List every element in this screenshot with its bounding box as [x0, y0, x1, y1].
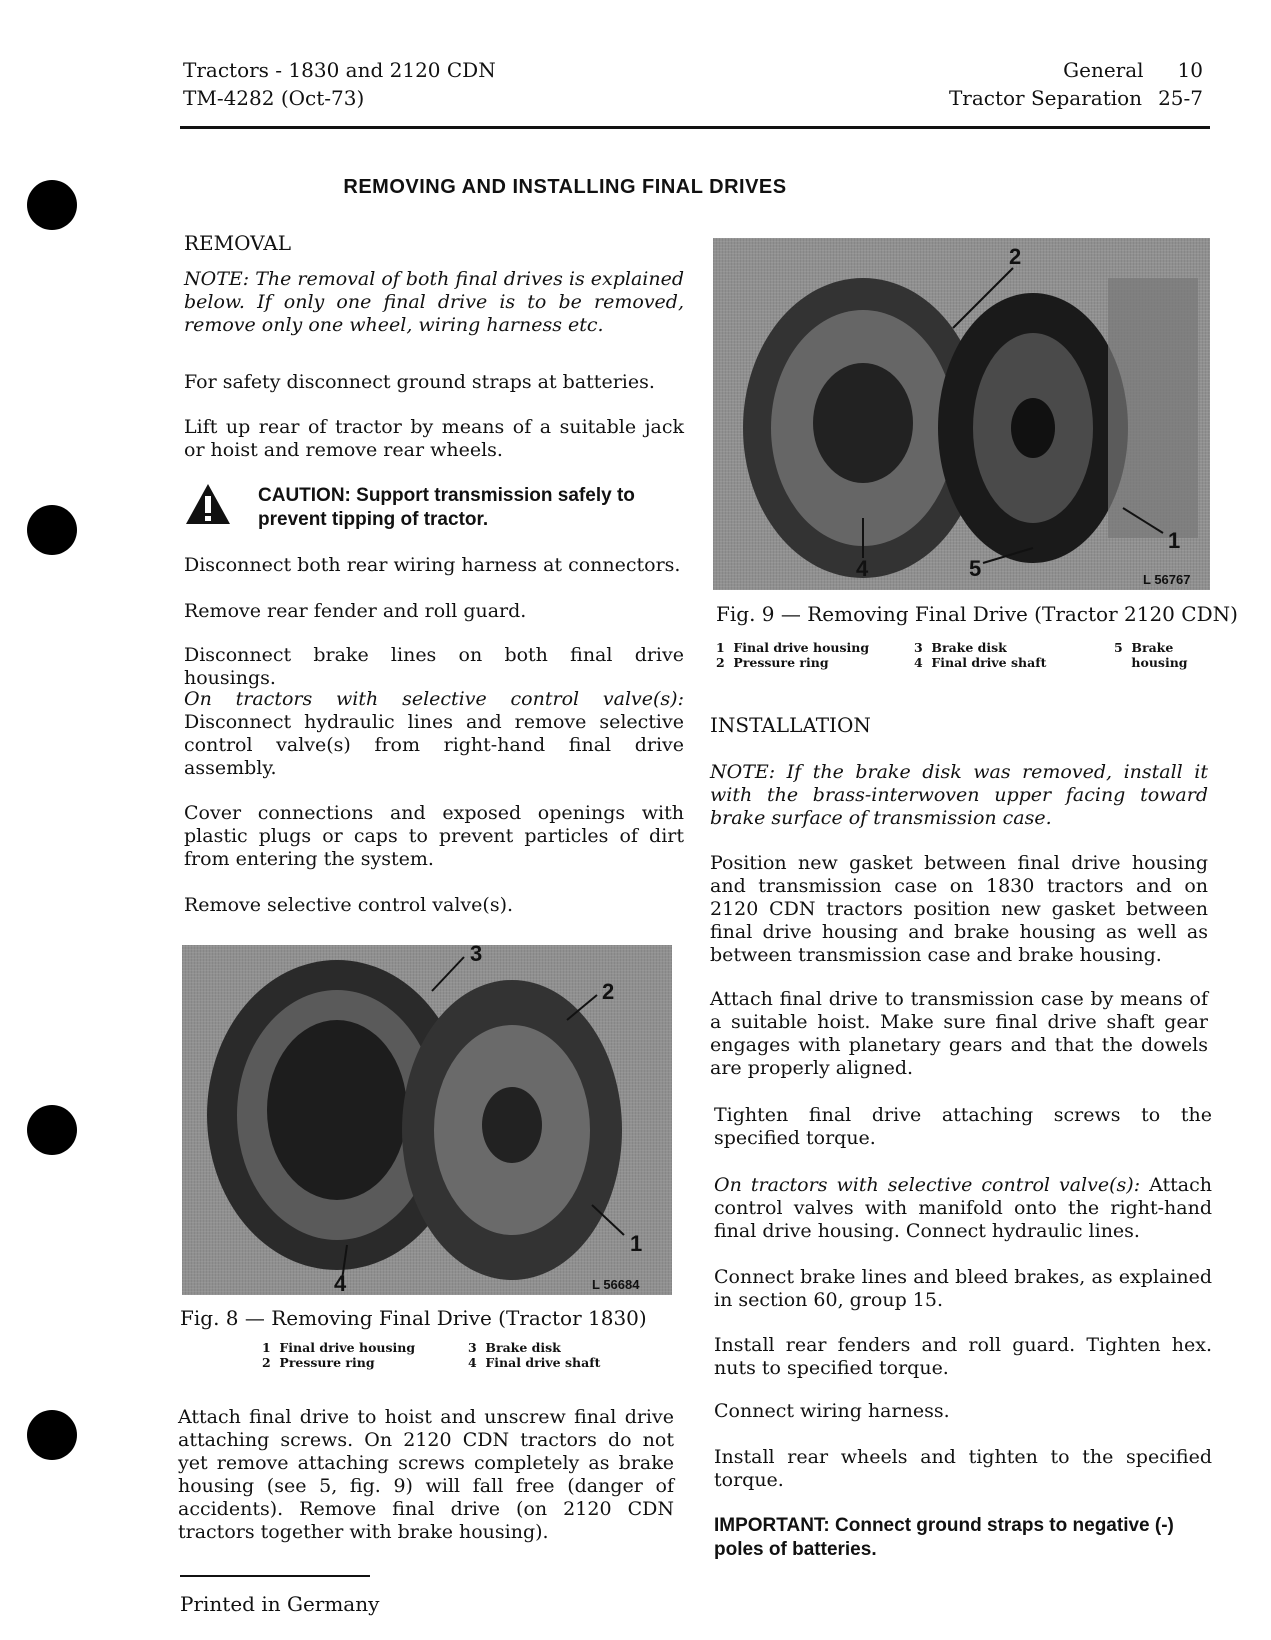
header-left	[183, 56, 496, 112]
installation-note: NOTE: If the brake disk was removed, install it with the brass-interwoven upper facing toward brake surface of transmission case.	[710, 761, 1208, 829]
fig9-legend-item: Brake disk	[931, 640, 1007, 655]
header-manual-number: TM-4282 (Oct-73)	[183, 86, 365, 110]
installation-step-control-valve-text: Attach control valves with manifold onto the right-hand final drive housing. Connect hydraulic lines.	[714, 1174, 1213, 1242]
installation-step-attach-drive: Attach final drive to transmission case by means of a suitable hoist. Make sure final drive shaft gear engages with planetary gears and that the dowels are properly aligned.	[710, 988, 1208, 1079]
removal-step-control-valve-text: Disconnect hydraulic lines and remove selective control valve(s) from right-hand final drive assembly.	[184, 711, 684, 779]
warning-triangle-icon	[184, 482, 232, 526]
fig9-photo	[713, 238, 1210, 590]
removal-step-fender: Remove rear fender and roll guard.	[184, 600, 527, 622]
fig9-callout: 4	[856, 556, 869, 581]
fig8-callout: 4	[334, 1271, 347, 1295]
removal-step-lift-tractor: Lift up rear of tractor by means of a suitable jack or hoist and remove rear wheels.	[184, 416, 684, 461]
installation-step-control-valve-lead: On tractors with selective control valve(s):	[714, 1174, 1141, 1196]
header-section: General	[1063, 58, 1144, 82]
removal-step-control-valve-lead: On tractors with selective control valve(s):	[184, 688, 684, 710]
fig8-callout: 3	[470, 945, 483, 966]
header-section-number: 10	[1177, 58, 1203, 82]
installation-step-tighten-screws: Tighten final drive attaching screws to the specified torque.	[714, 1104, 1212, 1149]
removal-step-cover-openings: Cover connections and exposed openings with plastic plugs or caps to prevent particles of dirt from entering the system.	[184, 802, 684, 870]
header-page-number: 25-7	[1158, 86, 1203, 110]
installation-step-rear-wheels: Install rear wheels and tighten to the specified torque.	[714, 1446, 1212, 1491]
footer-rule	[180, 1575, 370, 1577]
fig9-legend-col1: 1 Final drive housing 2 Pressure ring	[716, 640, 870, 670]
fig8-legend-item: Brake disk	[485, 1340, 561, 1355]
punch-hole	[27, 1105, 77, 1155]
fig8-legend-item: Final drive housing	[279, 1340, 416, 1355]
fig9-legend-col2: 3 Brake disk 4 Final drive shaft	[914, 640, 1047, 670]
fig8-callout: 1	[630, 1231, 643, 1256]
fig8-legend-item: Final drive shaft	[485, 1355, 601, 1370]
fig8-legend-col2: 3 Brake disk 4 Final drive shaft	[468, 1340, 601, 1370]
fig9-callout: 1	[1168, 528, 1181, 553]
removal-note: NOTE: The removal of both final drives is explained below. If only one final drive is to be removed, remove only one wheel, wiring harness etc.	[184, 268, 684, 336]
removal-step-remove-valve: Remove selective control valve(s).	[184, 894, 514, 916]
removal-step-brake-lines: Disconnect brake lines on both final drive housings.	[184, 644, 684, 689]
fig9-legend-item: Final drive shaft	[931, 655, 1047, 670]
important-note: IMPORTANT: Connect ground straps to negative (-) poles of batteries.	[714, 1515, 1174, 1560]
page-title: REMOVING AND INSTALLING FINAL DRIVES	[343, 176, 787, 198]
fig8-photo-id: L 56684	[592, 1277, 640, 1292]
punch-hole	[27, 180, 77, 230]
header-group: Tractor Separation	[948, 86, 1143, 110]
installation-step-brake-lines: Connect brake lines and bleed brakes, as explained in section 60, group 15.	[714, 1266, 1212, 1311]
fig8-photo	[182, 945, 672, 1295]
punch-hole	[27, 505, 77, 555]
fig9-callout: 5	[969, 556, 982, 581]
punch-hole	[27, 1410, 77, 1460]
fig9-legend-item: Pressure ring	[733, 655, 829, 670]
header-rule	[180, 126, 1210, 129]
installation-step-gasket: Position new gasket between final drive housing and transmission case on 1830 tractors and on 2120 CDN tractors position new gasket between final drive housing and brake housing as well as between transmission case and brake housing.	[710, 852, 1208, 966]
fig9-legend-col3: 5 Brake housing	[1114, 640, 1194, 670]
fig8-legend-col1: 1 Final drive housing 2 Pressure ring	[262, 1340, 416, 1370]
footer-printed: Printed in Germany	[180, 1592, 380, 1616]
installation-step-fenders: Install rear fenders and roll guard. Tighten hex. nuts to specified torque.	[714, 1334, 1212, 1379]
caution-text: CAUTION: Support transmission safely to prevent tipping of tractor.	[258, 485, 635, 530]
fig9-callout: 2	[1009, 244, 1022, 269]
installation-step-wiring: Connect wiring harness.	[714, 1400, 950, 1422]
installation-step-control-valve	[714, 1174, 1212, 1243]
installation-heading: INSTALLATION	[710, 713, 871, 737]
removal-step-hoist: Attach final drive to hoist and unscrew final drive attaching screws. On 2120 CDN tractors do not yet remove attaching screws completely as brake housing (see 5, fig. 9) will fall free (danger of accidents). Remove final drive (on 2120 CDN tractors together with brake housing).	[178, 1406, 674, 1543]
fig9-legend-item: Brake housing	[1131, 640, 1188, 670]
header-right	[949, 56, 1203, 112]
removal-step-wiring: Disconnect both rear wiring harness at connectors.	[184, 554, 681, 576]
removal-step-control-valve	[184, 688, 684, 780]
fig9-legend-item: Final drive housing	[733, 640, 870, 655]
fig8-callout: 2	[602, 979, 615, 1004]
removal-step-ground-straps: For safety disconnect ground straps at batteries.	[184, 371, 655, 393]
fig8-caption: Fig. 8 — Removing Final Drive (Tractor 1830)	[180, 1306, 647, 1330]
fig8-legend-item: Pressure ring	[279, 1355, 375, 1370]
fig9-photo-id: L 56767	[1143, 572, 1191, 587]
header-manual-title: Tractors - 1830 and 2120 CDN	[183, 58, 496, 82]
removal-heading: REMOVAL	[184, 231, 291, 255]
fig9-caption: Fig. 9 — Removing Final Drive (Tractor 2120 CDN)	[716, 602, 1238, 626]
